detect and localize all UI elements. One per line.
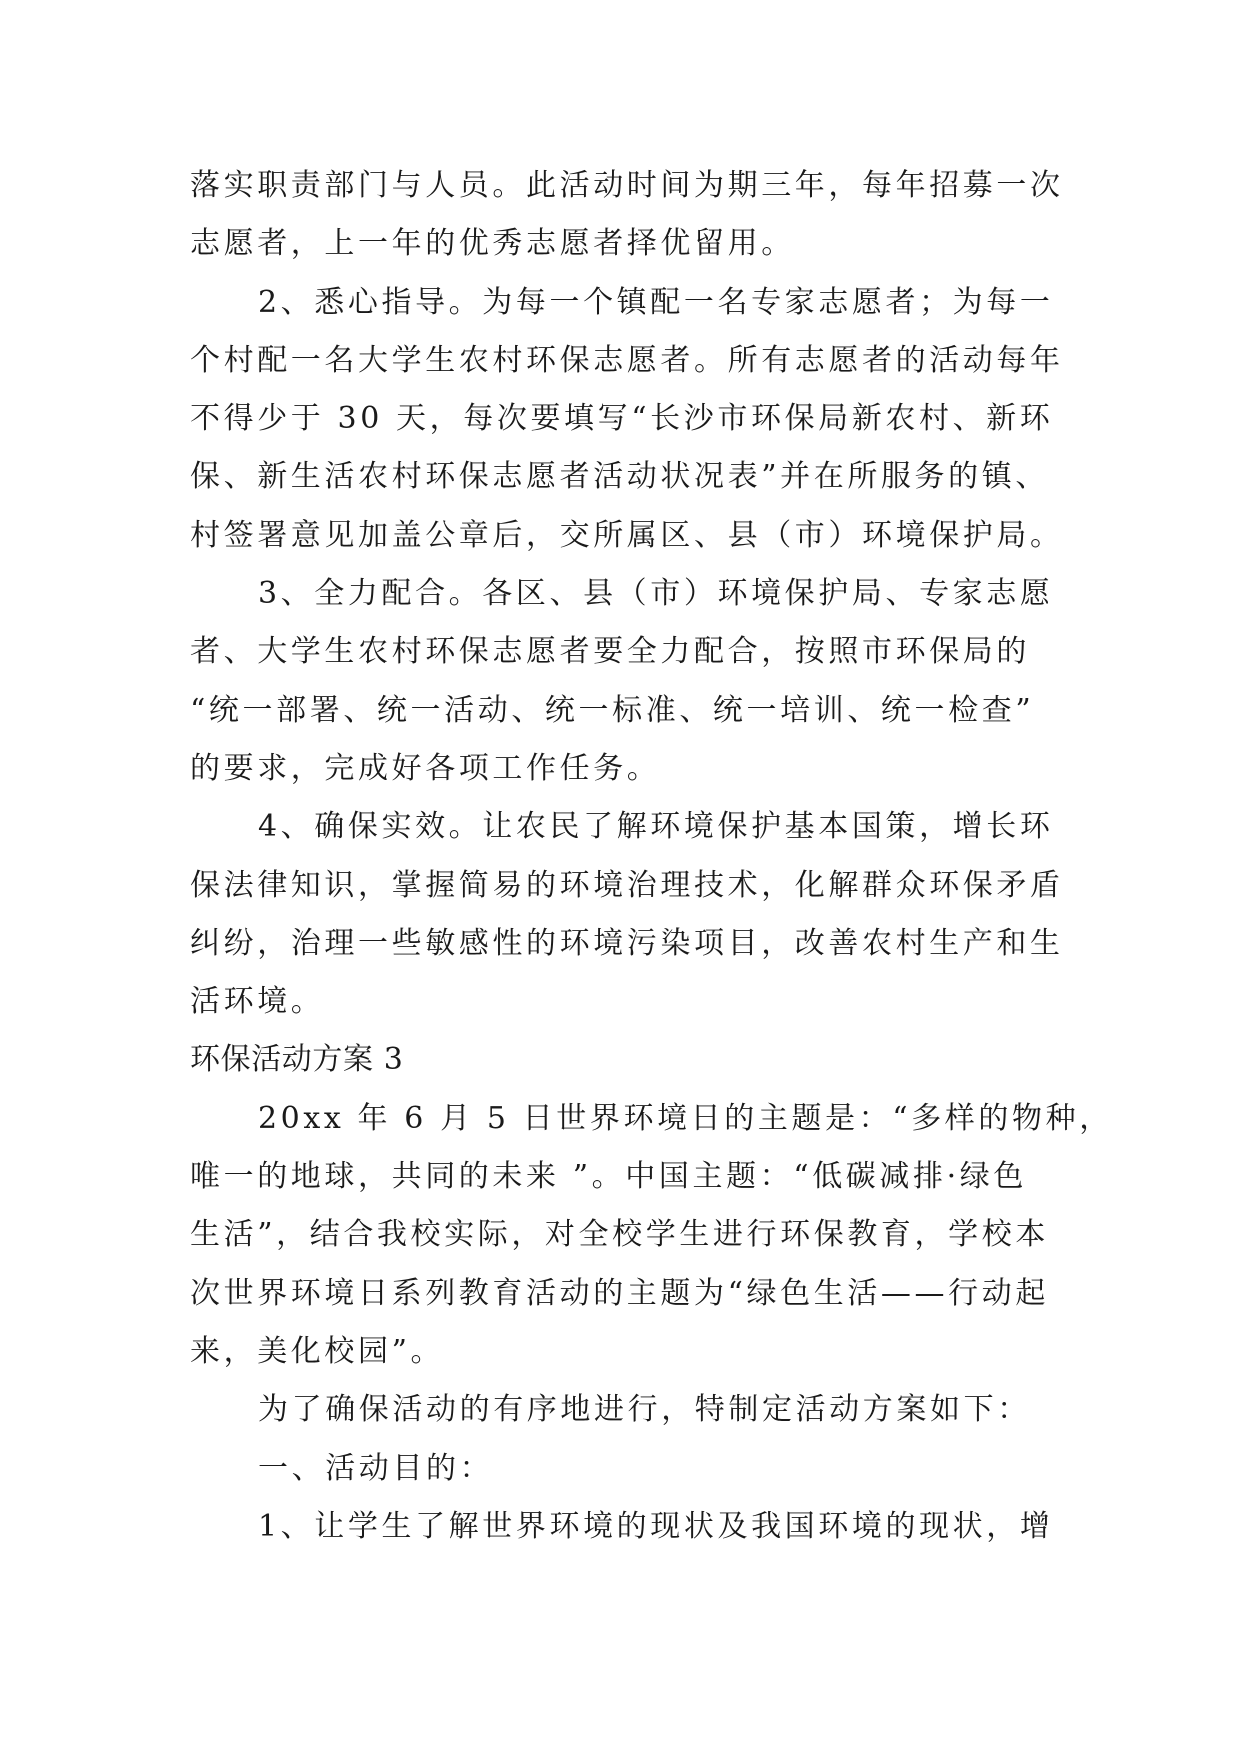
paragraph-start-line: 1、让学生了解世界环境的现状及我国环境的现状，增 — [258, 1508, 1054, 1544]
text-line: 唯一的地球，共同的未来 ”。中国主题：“低碳减排·绿色 — [190, 1159, 1027, 1195]
text-line: 活环境。 — [190, 984, 325, 1020]
text-line: 次世界环境日系列教育活动的主题为“绿色生活——行动起 — [190, 1275, 1049, 1311]
text-line: “统一部署、统一活动、统一标准、统一培训、统一检查” — [190, 692, 1035, 728]
paragraph-start-line: 一、活动目的： — [258, 1450, 494, 1486]
text-line: 保、新生活农村环保志愿者活动状况表”并在所服务的镇、 — [190, 459, 1049, 495]
text-line: 生活”，结合我校实际，对全校学生进行环保教育，学校本 — [190, 1217, 1049, 1253]
paragraph-start-line: 2、悉心指导。为每一个镇配一名专家志愿者；为每一 — [258, 284, 1054, 320]
text-line: 村签署意见加盖公章后，交所属区、县（市）环境保护局。 — [190, 517, 1064, 553]
section-heading: 环保活动方案 3 — [190, 1042, 404, 1078]
text-line: 保法律知识，掌握简易的环境治理技术，化解群众环保矛盾 — [190, 867, 1064, 903]
text-line: 不得少于 30 天，每次要填写“长沙市环保局新农村、新环 — [190, 401, 1054, 437]
paragraph-start-line: 为了确保活动的有序地进行，特制定活动方案如下： — [258, 1392, 1031, 1428]
text-line: 的要求，完成好各项工作任务。 — [190, 750, 661, 786]
paragraph-start-line: 3、全力配合。各区、县（市）环境保护局、专家志愿 — [258, 576, 1054, 612]
text-line: 志愿者，上一年的优秀志愿者择优留用。 — [190, 226, 795, 262]
text-line: 个村配一名大学生农村环保志愿者。所有志愿者的活动每年 — [190, 342, 1064, 378]
text-line: 落实职责部门与人员。此活动时间为期三年，每年招募一次 — [190, 168, 1064, 203]
paragraph-start-line: 4、确保实效。让农民了解环境保护基本国策，增长环 — [258, 809, 1054, 845]
document-body — [190, 157, 1113, 1556]
text-line: 来，美化校园”。 — [190, 1333, 445, 1369]
text-line: 纠纷，治理一些敏感性的环境污染项目，改善农村生产和生 — [190, 925, 1064, 961]
paragraph-start-line: 20xx 年 6 月 5 日世界环境日的主题是：“多样的物种， — [258, 1100, 1113, 1136]
text-line: 者、大学生农村环保志愿者要全力配合，按照市环保局的 — [190, 634, 1030, 670]
